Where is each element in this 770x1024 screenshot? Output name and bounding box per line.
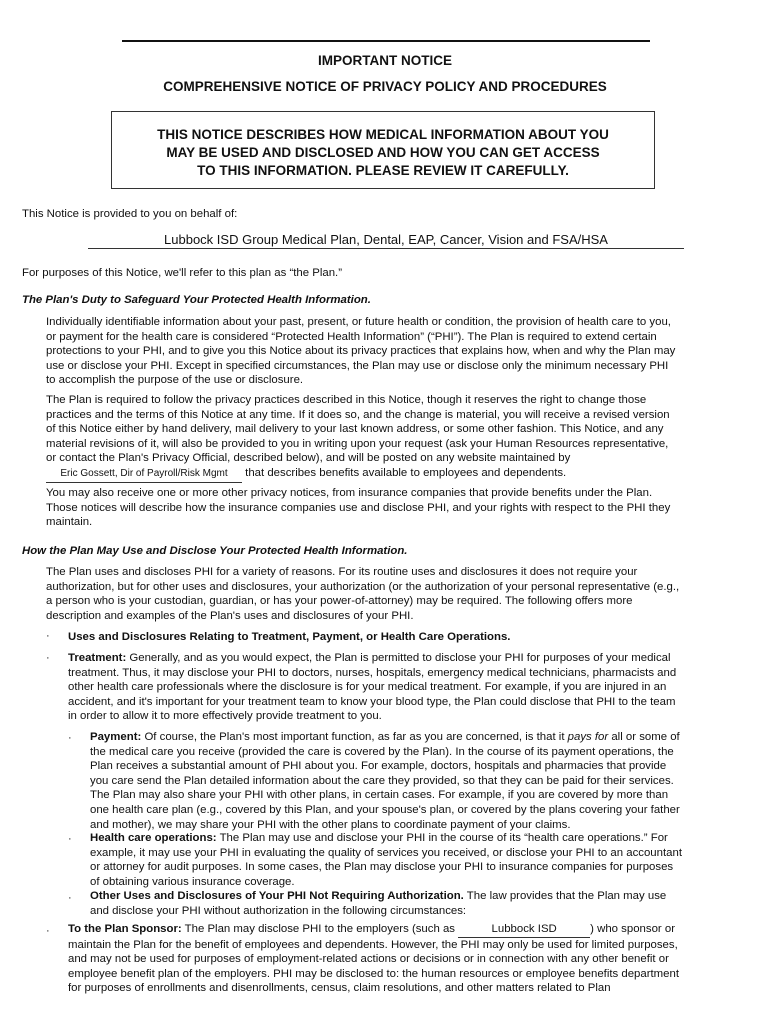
paragraph-phi — [46, 315, 675, 388]
text-line — [90, 831, 682, 846]
text-line — [68, 651, 676, 666]
section-heading-safeguard: The Plan's Duty to Safeguard Your Protected Health Information. — [22, 294, 371, 306]
text-line: protections to your PHI, and to give you this Notice about its privacy practices that explains how, when and why the Plan may — [46, 345, 676, 358]
text-line: of obtaining various insurance coverage. — [90, 875, 295, 888]
paragraph-practices — [46, 393, 670, 483]
text-segment: The law provides that the Plan may use — [463, 890, 667, 902]
paragraph-other-notices — [46, 486, 670, 530]
text-segment: pays for — [567, 731, 609, 743]
paragraph-plan-sponsor — [68, 922, 679, 996]
text-line: example, it may use your PHI in evaluating the quality of services you received, or disclose your PHI to an accountant — [90, 846, 682, 859]
text-line: other health care professionals where the disclosure is for your medical treatment. For example, if you are injured in an — [68, 681, 667, 694]
text-line: one health care plan (e.g., covered by this Plan, and your spouse's plan, or covered by the plans covering your father — [90, 803, 680, 816]
text-line: practices and the terms of this Notice at any time. If it does so, and the change is material, you will receive a revised version — [46, 408, 670, 421]
text-line — [90, 730, 680, 745]
bullet-tpo: Uses and Disclosures Relating to Treatment, Payment, or Health Care Operations. — [68, 631, 511, 643]
text-line: accident, and it's important for your treatment team to know your blood type, the Plan could disclose that PHI to the team — [68, 695, 676, 708]
privacy-official-field: Eric Gossett, Dir of Payroll/Risk Mgmt — [46, 467, 242, 483]
sponsor-label: To the Plan Sponsor: — [68, 923, 182, 935]
text-line: a person who is your custodian, guardian, or has your power-of-attorney) may be required. The following offers more — [46, 595, 633, 608]
paragraph-payment — [90, 730, 680, 832]
notice-subtitle: COMPREHENSIVE NOTICE OF PRIVACY POLICY AND PROCEDURES — [163, 79, 607, 94]
warning-line: TO THIS INFORMATION. PLEASE REVIEW IT CAREFULLY. — [197, 163, 569, 178]
text-segment: The Plan may disclose PHI to the employers (such as — [181, 923, 459, 935]
paragraph-hco — [90, 831, 682, 889]
paragraph-uses — [46, 565, 679, 623]
paragraph-treatment — [68, 651, 676, 724]
text-line: or attorney for audit purposes. In some cases, the Plan may disclose your PHI to insurance companies for purposes — [90, 861, 674, 874]
text-line — [90, 889, 666, 904]
treatment-label: Treatment: — [68, 652, 127, 664]
text-line: maintain. — [46, 516, 93, 529]
bullet-marker: · — [46, 652, 50, 664]
text-line: for purposes of enrollments and disenrollments, census, claim resolutions, and other matters related to Plan — [68, 982, 611, 995]
text-segment: ) who sponsor or — [590, 923, 675, 935]
text-line: of this Notice either by hand delivery, mail delivery to your last known address, or some other fashion. This Notice, and any — [46, 423, 664, 436]
text-line: to accomplish the purpose of the use or disclosure. — [46, 374, 304, 387]
text-line: in order to allow it to more effectively provide treatment to you. — [68, 710, 382, 723]
text-line: authorization, but for other uses and disclosures, your authorization (or the authorization of your personal representative (e.g., — [46, 580, 680, 593]
section-heading-uses: How the Plan May Use and Disclose Your Protected Health Information. — [22, 545, 408, 557]
sponsor-name-field: Lubbock ISD — [458, 922, 590, 938]
text-line: and mother), we may share your PHI with the other plans to coordinate payment of your claims. — [90, 818, 571, 831]
text-line: or payment for the health care is considered “Protected Health Information” (“PHI”). The Plan is required to extend certain — [46, 330, 657, 343]
text-line — [46, 466, 670, 483]
text-line: You may also receive one or more other privacy notices, from insurance companies that provide benefits under the Plan. — [46, 487, 653, 499]
text-line: Individually identifiable information about your past, present, or future health or condition, the provision of health care to you, — [46, 316, 671, 328]
payment-label: Payment: — [90, 731, 142, 743]
bullet-marker: · — [68, 833, 72, 845]
text-segment: Generally, and as you would expect, the Plan is permitted to disclose your PHI for purposes of your medical — [126, 652, 671, 664]
text-line: or contact the Plan's Privacy Official, described below), and will be posted on any website maintained by — [46, 452, 571, 465]
text-segment: Of course, the Plan's most important function, as far as you are concerned, is that it — [141, 731, 568, 743]
text-line: The Plan may also share your PHI with other plans, in certain cases. For example, if you are covered by more than — [90, 789, 669, 802]
refer-text: For purposes of this Notice, we'll refer to this plan as “the Plan.” — [22, 267, 342, 279]
text-line: treatment. Thus, it may disclose your PHI to doctors, nurses, hospitals, emergency medical technicians, pharmacists and — [68, 666, 677, 679]
plan-name-field: Lubbock ISD Group Medical Plan, Dental, EAP, Cancer, Vision and FSA/HSA — [88, 232, 684, 249]
text-line: The Plan is required to follow the privacy practices described in this Notice, though it reserves the right to change those — [46, 394, 647, 406]
bullet-marker: · — [68, 892, 72, 904]
bullet-marker: · — [46, 630, 50, 642]
text-segment: that describes benefits available to employees and dependents. — [245, 466, 567, 479]
paragraph-other-uses — [90, 889, 666, 918]
warning-line: THIS NOTICE DESCRIBES HOW MEDICAL INFORMATION ABOUT YOU — [157, 127, 609, 142]
text-line: and may not be used for purposes of employment-related actions or decisions or in connection with any other benefit or — [68, 953, 669, 966]
bullet-marker: · — [68, 732, 72, 744]
text-line: employee benefit plan of the employers. PHI may be disclosed to: the human resources or employee benefits department — [68, 967, 680, 980]
other-uses-label: Other Uses and Disclosures of Your PHI Not Requiring Authorization. — [90, 890, 464, 902]
top-rule — [122, 40, 650, 42]
warning-line: MAY BE USED AND DISCLOSED AND HOW YOU CAN GET ACCESS — [166, 145, 600, 160]
text-line: Those notices will describe how the insurance companies use and disclose PHI, and your rights with respect to the PHI they — [46, 501, 671, 514]
text-line: The Plan uses and discloses PHI for a variety of reasons. For its routine uses and disclosures it does not require your — [46, 566, 638, 578]
text-segment: The Plan may use and disclose your PHI in the course of its “health care operations.” For — [216, 832, 668, 844]
text-line: Plan receives a substantial amount of PHI about you. For example, doctors, hospitals and pharmacies that provide — [90, 760, 667, 773]
bullet-marker: · — [46, 925, 50, 937]
text-line: use or disclose your PHI. Except in specified circumstances, the Plan may use or disclose only the minimum necessary PHI — [46, 359, 669, 372]
text-line: the medical care you receive (provided the care is covered by the Plan). In the course of its payment operations, the — [90, 745, 674, 758]
text-line: you care send the Plan detailed information about the care they provided, so that they can be paid for their services. — [90, 774, 674, 787]
text-line: maintain the Plan for the benefit of employees and dependents. However, the PHI may only be used for limited purposes, — [68, 938, 678, 951]
text-line: and disclose your PHI without authorization in the following circumstances: — [90, 904, 467, 917]
text-line: description and examples of the Plan's uses and disclosures of your PHI. — [46, 609, 414, 622]
hco-label: Health care operations: — [90, 832, 217, 844]
notice-title: IMPORTANT NOTICE — [318, 53, 452, 68]
text-segment: all or some of — [608, 731, 680, 743]
warning-box — [111, 111, 655, 189]
text-line — [68, 922, 679, 938]
provided-text: This Notice is provided to you on behalf of: — [22, 208, 238, 220]
text-line: material revisions of it, will also be provided to you in writing upon your request (ask your Human Resources representative, — [46, 437, 669, 450]
